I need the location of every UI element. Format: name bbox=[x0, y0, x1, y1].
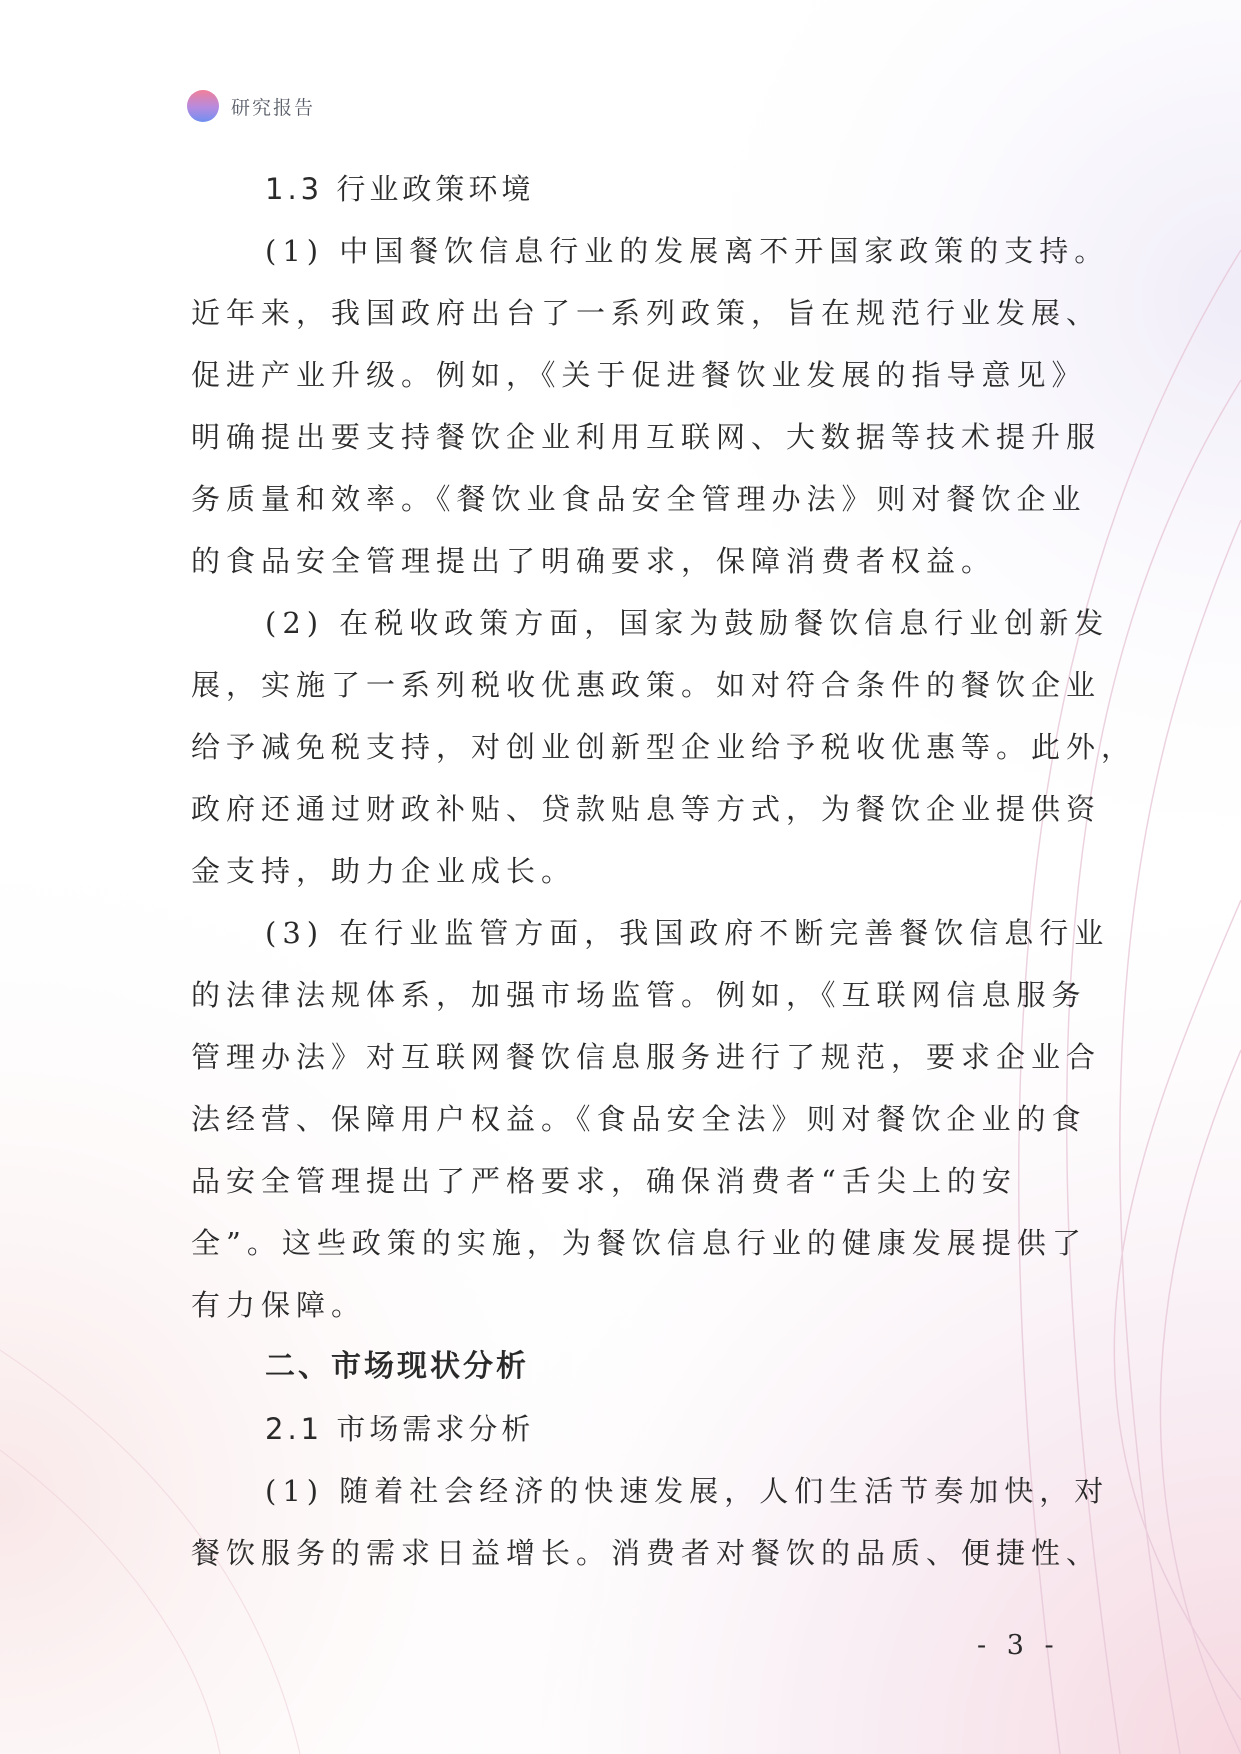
paragraph-line: 品安全管理提出了严格要求，确保消费者“舌尖上的安 bbox=[191, 1164, 1017, 1198]
paragraph-line: 明确提出要支持餐饮企业利用互联网、大数据等技术提升服 bbox=[191, 420, 1102, 454]
page-header bbox=[187, 89, 315, 123]
paragraph-line: 的食品安全管理提出了明确要求，保障消费者权益。 bbox=[191, 544, 997, 578]
subsection-heading: 2.1 市场需求分析 bbox=[265, 1412, 535, 1446]
document-body bbox=[191, 158, 1137, 1584]
paragraph-line: (1) 中国餐饮信息行业的发展离不开国家政策的支持。 bbox=[265, 234, 1110, 268]
paragraph-line: 近年来，我国政府出台了一系列政策，旨在规范行业发展、 bbox=[191, 296, 1102, 330]
paragraph-line: 促进产业升级。例如，《关于促进餐饮业发展的指导意见》 bbox=[191, 358, 1087, 392]
paragraph-line: 政府还通过财政补贴、贷款贴息等方式，为餐饮企业提供资 bbox=[191, 792, 1102, 826]
paragraph-line: 全”。这些政策的实施，为餐饮信息行业的健康发展提供了 bbox=[191, 1226, 1087, 1260]
paragraph-line: 展，实施了一系列税收优惠政策。如对符合条件的餐饮企业 bbox=[191, 668, 1102, 702]
paragraph-line: (3) 在行业监管方面，我国政府不断完善餐饮信息行业 bbox=[265, 916, 1110, 950]
subsection-heading: 1.3 行业政策环境 bbox=[265, 172, 535, 206]
paragraph-line: (1) 随着社会经济的快速发展，人们生活节奏加快，对 bbox=[265, 1474, 1110, 1508]
page-number: - 3 - bbox=[977, 1630, 1060, 1661]
header-title: 研究报告 bbox=[231, 96, 316, 119]
paragraph-line: 有力保障。 bbox=[191, 1288, 367, 1322]
paragraph-line: 金支持，助力企业成长。 bbox=[191, 854, 577, 888]
paragraph-line: (2) 在税收政策方面，国家为鼓励餐饮信息行业创新发 bbox=[265, 606, 1110, 640]
logo-circle-icon bbox=[187, 90, 219, 122]
paragraph-line: 法经营、保障用户权益。《食品安全法》则对餐饮企业的食 bbox=[191, 1102, 1087, 1136]
paragraph-line: 给予减免税支持，对创业创新型企业给予税收优惠等。此外， bbox=[191, 730, 1137, 764]
section-heading: 二、市场现状分析 bbox=[265, 1349, 529, 1384]
paragraph-line: 务质量和效率。《餐饮业食品安全管理办法》则对餐饮企业 bbox=[191, 482, 1087, 516]
paragraph-line: 管理办法》对互联网餐饮信息服务进行了规范，要求企业合 bbox=[191, 1040, 1102, 1074]
paragraph-line: 餐饮服务的需求日益增长。消费者对餐饮的品质、便捷性、 bbox=[191, 1536, 1102, 1570]
paragraph-line: 的法律法规体系，加强市场监管。例如，《互联网信息服务 bbox=[191, 978, 1087, 1012]
